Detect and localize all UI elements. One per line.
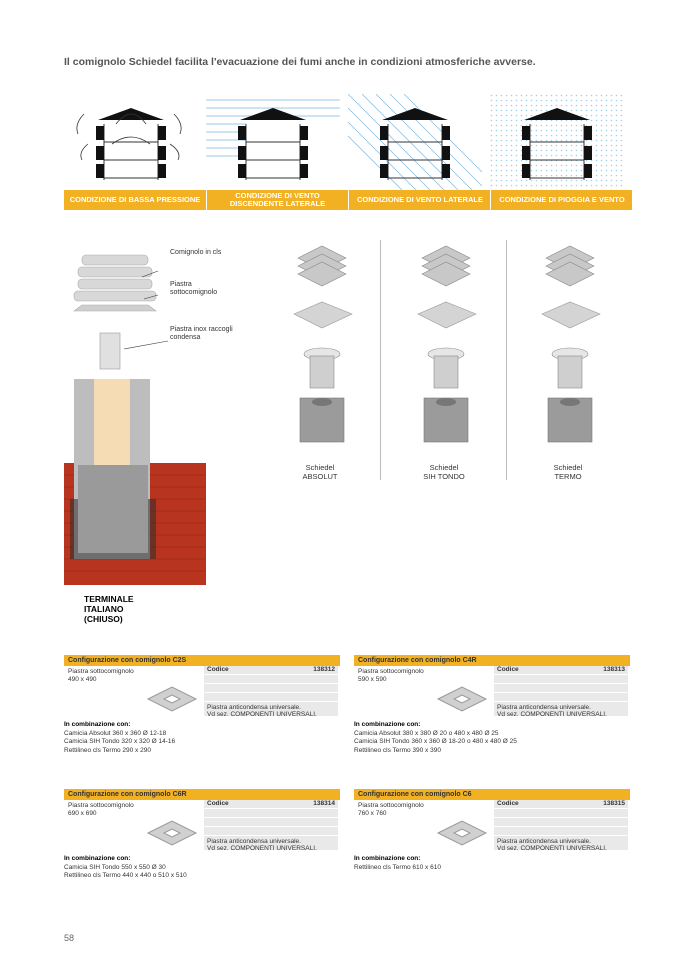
plate-label: Piastra sottocomignolo <box>68 802 134 809</box>
plate-image <box>434 682 490 716</box>
descending-wind-illustration <box>206 94 340 190</box>
comignolo-label: Comignolo in cls <box>170 249 222 256</box>
combo-item: Rettilineo cls Termo 290 x 290 <box>64 746 151 754</box>
note-line: Vd sez. COMPONENTI UNIVERSALI. <box>207 711 317 718</box>
rain-wind-illustration <box>490 94 624 190</box>
piastra-label: Piastra sottocomignolo <box>170 281 218 296</box>
code-value: 138312 <box>313 666 335 673</box>
product-caption <box>528 463 608 481</box>
plate-label: Piastra sottocomignolo <box>68 668 134 675</box>
page-number: 58 <box>64 933 75 943</box>
code-value: 138313 <box>603 666 625 673</box>
note-line: Piastra anticondensa universale. <box>497 838 591 845</box>
condition-label: CONDIZIONE DI BASSA PRESSIONE <box>69 195 201 204</box>
product-brand: Schiedel <box>553 463 583 472</box>
product-caption <box>404 463 484 481</box>
combo-list <box>354 721 517 755</box>
combo-item: Rettilineo cls Termo 440 x 440 o 510 x 510 <box>64 872 187 879</box>
product-brand: Schiedel <box>305 463 335 472</box>
side-wind-illustration <box>348 94 482 190</box>
config-block <box>64 789 340 850</box>
config-block <box>354 789 630 850</box>
note-line: Vd sez. COMPONENTI UNIVERSALI. <box>207 845 317 852</box>
combo-item: Camicia Absolut 380 x 380 Ø 20 o 480 x 480 Ø 25 <box>354 729 499 737</box>
config-title: Configurazione con comignolo C6 <box>354 789 630 800</box>
conditions-strip <box>64 190 632 210</box>
config-title: Configurazione con comignolo C2S <box>64 655 340 666</box>
plate-size: 690 x 690 <box>68 810 97 817</box>
plate-size: 760 x 760 <box>358 810 387 817</box>
plate-image <box>434 816 490 850</box>
combo-title: In combinazione con: <box>354 721 421 728</box>
code-label: Codice <box>207 666 229 673</box>
product-caption <box>280 463 360 481</box>
config-title: Configurazione con comignolo C6R <box>64 789 340 800</box>
condition-label: CONDIZIONE DI VENTO LATERALE <box>348 190 491 210</box>
low-pressure-illustration <box>64 94 198 190</box>
condition-label: CONDIZIONE DI PIOGGIA E VENTO <box>490 190 633 210</box>
plate-size: 490 x 490 <box>68 676 97 683</box>
code-label: Codice <box>497 666 519 673</box>
plate-label: Piastra sottocomignolo <box>358 668 424 675</box>
combo-title: In combinazione con: <box>64 721 131 728</box>
plate-label: Piastra sottocomignolo <box>358 802 424 809</box>
combo-item: Camicia SIH Tondo 320 x 320 Ø 14-16 <box>64 738 176 745</box>
combo-item: Camicia Absolut 360 x 360 Ø 12-18 <box>64 729 167 737</box>
code-value: 138315 <box>603 800 625 807</box>
intro-text: Il comignolo Schiedel facilita l'evacuazione dei fumi anche in condizioni atmosferiche avverse. <box>64 56 536 68</box>
products-illustration <box>288 242 628 462</box>
product-name: ABSOLUT <box>302 472 338 481</box>
note-line: Vd sez. COMPONENTI UNIVERSALI. <box>497 711 607 718</box>
plate-size: 590 x 590 <box>358 676 387 683</box>
combo-list <box>64 855 187 881</box>
plate-image <box>144 816 200 850</box>
note-line: Piastra anticondensa universale. <box>207 704 301 711</box>
config-block <box>354 655 630 716</box>
config-title: Configurazione con comignolo C4R <box>354 655 630 666</box>
combo-item: Rettilineo cls Termo 610 x 610 <box>354 863 441 871</box>
combo-title: In combinazione con: <box>64 855 131 862</box>
product-name: TERMO <box>554 472 582 481</box>
combo-item: Camicia SIH Tondo 550 x 550 Ø 30 <box>64 863 166 871</box>
product-brand: Schiedel <box>429 463 459 472</box>
terminale-label: TERMINALE ITALIANO (CHIUSO) <box>84 594 134 624</box>
combo-item: Rettilineo cls Termo 390 x 390 <box>354 746 441 754</box>
piastra-inox-label: Piastra inox raccogli condensa <box>170 326 233 341</box>
product-name: SIH TONDO <box>423 472 465 481</box>
combo-list <box>354 855 441 872</box>
note-line: Vd sez. COMPONENTI UNIVERSALI. <box>497 845 607 852</box>
combo-item: Camicia SIH Tondo 360 x 360 Ø 18-20 o 480 x 480 Ø 25 <box>354 738 517 745</box>
code-label: Codice <box>497 800 519 807</box>
code-value: 138314 <box>313 800 335 807</box>
combo-list <box>64 721 175 755</box>
condition-label: CONDIZIONE DI VENTO DISCENDENTE LATERALE <box>206 190 348 210</box>
config-block <box>64 655 340 716</box>
note-line: Piastra anticondensa universale. <box>207 838 301 845</box>
plate-image <box>144 682 200 716</box>
note-line: Piastra anticondensa universale. <box>497 704 591 711</box>
combo-title: In combinazione con: <box>354 855 421 862</box>
code-label: Codice <box>207 800 229 807</box>
